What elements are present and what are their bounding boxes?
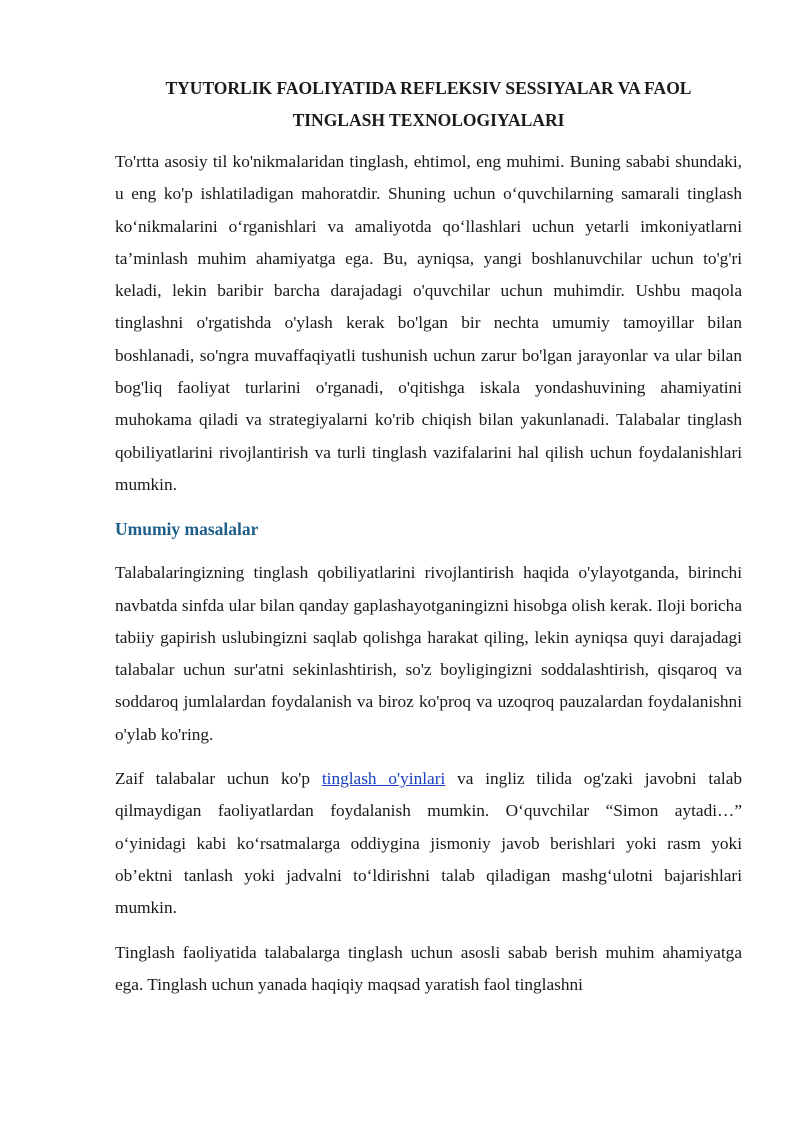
document-title-line-1: TYUTORLIK FAOLIYATIDA REFLEKSIV SESSIYALAR VA FAOL: [165, 78, 692, 98]
paragraph-weak-students: [115, 763, 742, 924]
paragraph-listening-purpose: Tinglash faoliyatida talabalarga tinglash uchun asosli sabab berish muhim ahamiyatga ega. Tinglash uchun yanada haqiqiy maqsad yaratish faol tinglashni: [115, 942, 742, 994]
listening-games-link[interactable]: tinglash o'yinlari: [321, 769, 446, 789]
document-page: [115, 72, 742, 1013]
section-heading: Umumiy masalalar: [115, 519, 259, 540]
document-title-line-2: TINGLASH TEXNOLOGIYALARI: [292, 110, 565, 130]
paragraph-text-before-link: Zaif talabalar uchun ko'p: [115, 769, 322, 789]
paragraph-text-after-link: va ingliz tilida og'zaki javobni talab qilmaydigan faoliyatlardan foydalanish mumkin. O‘quvchilar “Simon aytadi…” o‘yinidagi kabi ko‘rsatmalarga oddiygina jismoniy javob berishlari yoki rasm yoki ob’ektni tanlash yoki jadvalni to‘ldirishni talab qiladigan mashg‘ulotni bajarishlari mumkin.: [115, 769, 743, 918]
document-title: [115, 72, 742, 136]
intro-paragraph: To'rtta asosiy til ko'nikmalaridan tinglash, ehtimol, eng muhimi. Buning sababi shundaki, u eng ko'p ishlatiladigan mahoratdir. Shuning uchun o‘quvchilarning samarali tinglash ko‘nikmalarini o‘rganishlari va amaliyotda qo‘llashlari uchun yetarli imkoniyatlarni ta’minlash muhim ahamiyatga ega. Bu, ayniqsa, yangi boshlanuvchilar uchun to'g'ri keladi, lekin baribir barcha darajadagi o'quvchilar uchun muhimdir. Ushbu maqola tinglashni o'rgatishda o'ylash kerak bo'lgan bir nechta umumiy tamoyillar bilan boshlanadi, so'ngra muvaffaqiyatli tushunish uchun zarur bo'lgan jarayonlar va ular bilan bog'liq faoliyat turlarini o'rganadi, o'qitishga iskala yondashuvining ahamiyatini muhokama qiladi va strategiyalarni ko'rib chiqish bilan yakunlanadi. Talabalar tinglash qobiliyatlarini rivojlantirish va turli tinglash vazifalarini hal qilish uchun foydalanishlari mumkin.: [115, 152, 742, 494]
paragraph-general-issues: Talabalaringizning tinglash qobiliyatlarini rivojlantirish haqida o'ylayotganda, birinchi navbatda sinfda ular bilan qanday gaplashayotganingizni hisobga olish kerak. Iloji boricha tabiiy gapirish uslubingizni saqlab qolishga harakat qiling, lekin ayniqsa quyi darajadagi talabalar uchun sur'atni sekinlashtirish, so'z boyligingizni soddalashtirish, qisqaroq va soddaroq jumlalardan foydalanish va biroz ko'proq va uzoqroq pauzalardan foydalanishni o'ylab ko'ring.: [115, 563, 742, 744]
